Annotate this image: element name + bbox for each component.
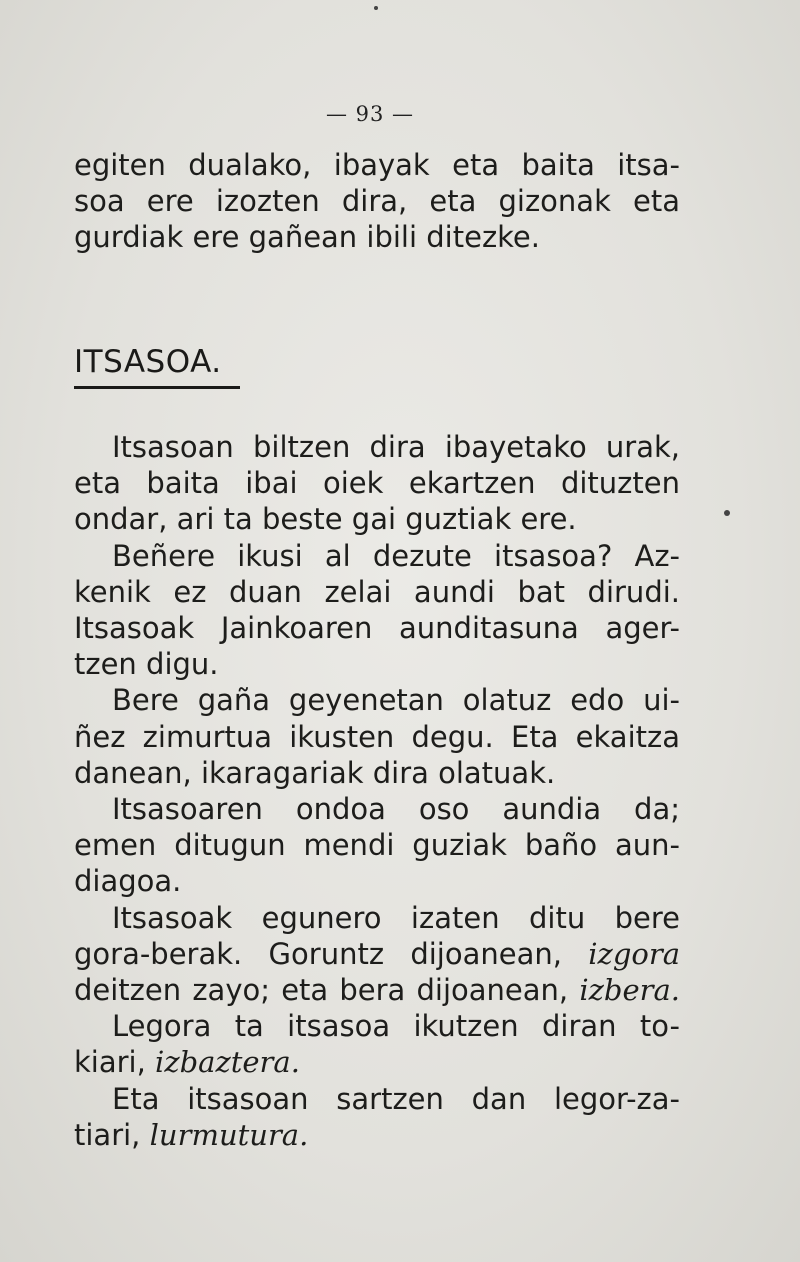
text-line [74, 1117, 680, 1153]
text-line [74, 972, 680, 1008]
line-text: kiari, [74, 1045, 146, 1080]
line-text: deitzen zayo; eta bera dijoanean, [74, 973, 569, 1008]
text-line: kenik ez duan zelai aundi bat dirudi. [74, 574, 680, 609]
page-number: — 93 — [325, 102, 415, 126]
text-line: Beñere ikusi al dezute itsasoa? Az- [112, 538, 680, 573]
text-line: eta baita ibai oiek ekartzen dituzten [74, 466, 680, 501]
line-text: tiari, [74, 1117, 141, 1152]
term-izbera: izbera. [579, 973, 681, 1008]
text-line: ondar, ari ta beste gai guztiak ere. [74, 502, 577, 537]
text-line: Legora ta itsasoa ikutzen diran to- [112, 1009, 680, 1044]
ink-speck [374, 6, 378, 10]
text-line [74, 936, 680, 972]
line-text: gora-berak. Goruntz dijoanean, [74, 936, 562, 971]
term-izbaztera: izbaztera. [155, 1045, 300, 1080]
text-line [74, 1044, 680, 1080]
text-line: egiten dualako, ibayak eta baita itsa- [74, 148, 680, 182]
section-title: ITSASOA. [74, 344, 222, 380]
text-line: diagoa. [74, 864, 182, 899]
text-line: danean, ikaragariak dira olatuak. [74, 755, 556, 790]
term-lurmutura: lurmutura. [149, 1117, 309, 1152]
text-line: gurdiak ere gañean ibili ditezke. [74, 220, 540, 255]
text-line: Itsasoaren ondoa oso aundia da; [112, 792, 680, 827]
intro-paragraph [74, 147, 680, 256]
text-line: tzen digu. [74, 647, 219, 682]
section-body [74, 429, 680, 1153]
ink-speck [724, 510, 730, 516]
text-line: Eta itsasoan sartzen dan legor-za- [112, 1081, 680, 1116]
section-title-underline [74, 386, 240, 389]
term-izgora: izgora [588, 936, 680, 971]
text-line: Itsasoak Jainkoaren aunditasuna ager- [74, 611, 680, 646]
text-line: ñez zimurtua ikusten degu. Eta ekaitza [74, 719, 680, 754]
text-line: Itsasoak egunero izaten ditu bere [112, 900, 680, 935]
text-line: Bere gaña geyenetan olatuz edo ui- [112, 683, 680, 718]
text-line: Itsasoan biltzen dira ibayetako urak, [112, 430, 680, 464]
text-line: soa ere izozten dira, eta gizonak eta [74, 184, 680, 219]
text-line: emen ditugun mendi guziak baño aun- [74, 828, 680, 863]
